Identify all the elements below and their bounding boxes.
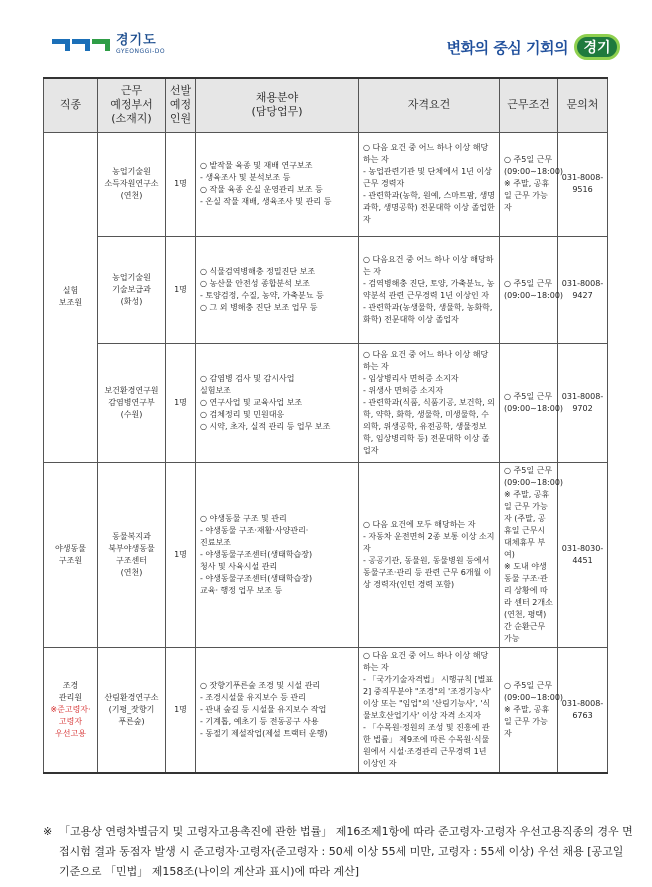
duties-cell-line: ○ 작물 육종 온실 운영관리 보조 등 bbox=[200, 185, 323, 194]
duties-cell-line: ○ 시약, 초자, 실적 관리 등 업무 보조 bbox=[200, 421, 331, 431]
quals-cell-line: ○ 다음요건 중 어느 하나 이상 해당하는 자 bbox=[363, 254, 494, 276]
duties-cell-line: ○ 농산물 안전성 종합분석 보조 bbox=[200, 278, 310, 288]
dept-cell-line: 보건환경연구원 bbox=[104, 385, 159, 395]
header-job bbox=[44, 78, 98, 132]
duties-cell-line: - 기계톱, 예초기 등 전동공구 사용 bbox=[200, 716, 319, 726]
dept-cell-line: 기술보급과 bbox=[112, 284, 151, 294]
job-cell bbox=[44, 462, 98, 647]
duties-cell-line: ○ 밭작물 육종 및 재배 연구보조 bbox=[200, 161, 313, 170]
dept-cell-line: 푸른숲) bbox=[118, 716, 145, 726]
duties-cell-line: - 토양검정, 수질, 농약, 가축분뇨 등 bbox=[200, 290, 324, 300]
contact-cell bbox=[558, 236, 608, 343]
dept-cell-line: (연천) bbox=[120, 567, 143, 577]
slogan-badge: 경기 bbox=[574, 34, 620, 60]
duties-cell-line: - 야생동물구조센터(생태학습장) bbox=[200, 573, 313, 583]
contact-cell-line: 9702 bbox=[572, 403, 593, 413]
job-cell bbox=[44, 647, 98, 773]
job-cell-line: 관리원 bbox=[58, 692, 83, 702]
job-cell-line: 조경 bbox=[62, 680, 79, 690]
table-row bbox=[44, 647, 608, 773]
logo-text: 경기도 bbox=[116, 33, 157, 48]
contact-cell-line: 031-8008- bbox=[561, 173, 604, 182]
quals-cell-line: - 관련학과(농학, 원예, 스마트팜, 생명과학, 생명공학) 전문대학 이상 졸업한 자 bbox=[363, 191, 495, 224]
table-row bbox=[44, 132, 608, 236]
quals-cell-line: - 「국가기술자격법」 시행규칙 [별표2] 중직무분야 "조경"의 '조경기능사' 이상 또는 "임업"의 '산림기능사', '식물보호산업기사' 이상 자격 소지자 bbox=[363, 674, 494, 720]
contact-cell-line: 031-8008- bbox=[561, 278, 604, 288]
conditions-cell-line: (09:00~18:00) bbox=[504, 477, 564, 487]
header-contact bbox=[558, 78, 608, 132]
count-cell: 1명 bbox=[166, 236, 196, 343]
conditions-cell-line: ※ 주말, 공휴일 근무 가능자 (주말, 공휴일 근무시 대체휴무 부여) bbox=[504, 489, 550, 559]
header-line: 자격요건 bbox=[407, 98, 451, 112]
contact-cell-line: 4451 bbox=[572, 555, 593, 565]
conditions-cell bbox=[500, 343, 564, 462]
contact-cell bbox=[558, 462, 608, 647]
header-line: (담당업무) bbox=[251, 105, 303, 119]
duties-cell bbox=[196, 132, 359, 236]
footnote-text: 「고용상 연령차별금지 및 고령자고용촉진에 관한 법률」 제16조제1항에 따라 준고령자·고령자 우선고용직종의 경우 면접시험 결과 동점자 발생 시 준고령자·고령자(준고령자 : 50세 이상 55세 미만, 고령자 : 55세 이상) 우선 채용 [공고일 기준으로 「민법」 제158조(나이의 계산과 표시)에 따라 계산] bbox=[59, 825, 633, 878]
gyeonggi-logo bbox=[52, 34, 165, 55]
dept-cell-line: 농업기술원 bbox=[112, 272, 151, 282]
duties-cell-line: 실험보조 bbox=[200, 385, 231, 395]
recruitment-table bbox=[43, 77, 608, 774]
dept-cell bbox=[98, 343, 166, 462]
conditions-cell bbox=[500, 647, 564, 773]
count-cell: 1명 bbox=[166, 462, 196, 647]
conditions-cell-line: ○ 주5일 근무 bbox=[504, 391, 553, 401]
job-note-line: ※준고령자· bbox=[50, 704, 91, 714]
duties-cell-line: - 관내 숲길 등 시설물 유지보수 작업 bbox=[200, 704, 327, 714]
quals-cell-line: - 검역병해충 진단, 토양, 가축분뇨, 농약분석 관련 근무경력 1년 이상인 자 bbox=[363, 278, 495, 300]
conditions-cell-line: (09:00~18:00) bbox=[504, 403, 564, 413]
count-cell: 1명 bbox=[166, 343, 196, 462]
quals-cell-line: - 관련학과(농생물학, 생물학, 농화학, 화학) 전문대학 이상 졸업자 bbox=[363, 302, 493, 324]
dept-cell bbox=[98, 647, 166, 773]
conditions-cell-line: (09:00~18:00) bbox=[504, 290, 564, 300]
header-conditions bbox=[500, 78, 558, 132]
table-row bbox=[44, 236, 608, 343]
duties-cell-line: - 야생동물구조센터(생태학습장) bbox=[200, 549, 313, 559]
table-header-row bbox=[44, 78, 608, 132]
contact-cell bbox=[558, 132, 608, 236]
duties-cell-line: ○ 검체정리 및 민원대응 bbox=[200, 409, 285, 419]
conditions-cell-line: ○ 주5일 근무 bbox=[504, 155, 553, 164]
duties-cell-line: ○ 식물검역병해충 정밀진단 보조 bbox=[200, 266, 316, 276]
quals-cell-line: - 공공기관, 동물원, 동물병원 등에서 동물구조·관리 등 관련 근무 6개월 이상 경력자(인턴 경력 포함) bbox=[363, 555, 492, 589]
duties-cell bbox=[196, 462, 359, 647]
table-row bbox=[44, 343, 608, 462]
quals-cell-line: ○ 다음 요건 중 어느 하나 이상 해당하는 자 bbox=[363, 143, 489, 164]
conditions-cell-line: ※ 도내 야생동물 구조·관리 상황에 따라 센터 2개소 (연천, 평택)간 순환근무 가능 bbox=[504, 561, 553, 643]
duties-cell-line: - 생육조사 및 분석보조 등 bbox=[200, 173, 291, 182]
count-cell: 1명 bbox=[166, 132, 196, 236]
quals-cell-line: - 「수목원·정원의 조성 및 진흥에 관한 법률」 제9조에 따른 수목원·식물원에서 시설·조경관리 근무경력 1년 이상인 자 bbox=[363, 722, 490, 768]
duties-cell bbox=[196, 343, 359, 462]
job-note-line: 고령자 bbox=[58, 716, 83, 726]
conditions-cell bbox=[500, 236, 564, 343]
dept-cell-line: 북부야생동물 bbox=[108, 543, 155, 553]
quals-cell-line: ○ 다음 요건 중 어느 하나 이상 해당하는 자 bbox=[363, 349, 489, 371]
quals-cell bbox=[359, 132, 500, 236]
count-cell: 1명 bbox=[166, 647, 196, 773]
contact-cell-line: 6763 bbox=[572, 710, 593, 720]
quals-cell bbox=[359, 647, 500, 773]
contact-cell-line: 031-8008- bbox=[561, 698, 604, 708]
conditions-cell-line: ※ 주말, 공휴일 근무 가능자 bbox=[504, 704, 550, 738]
duties-cell-line: ○ 야생동물 구조 및 관리 bbox=[200, 513, 287, 523]
conditions-cell-line: ○ 주5일 근무 bbox=[504, 278, 553, 288]
duties-cell-line: ○ 연구사업 및 교육사업 보조 bbox=[200, 397, 303, 407]
quals-cell-line: - 관련학과(식품, 식품기공, 보건학, 의학, 약학, 화학, 생물학, 미생물학, 수의학, 위생공학, 유전공학, 생물정보학, 임상병리학 등) 전문대학 이상 졸업자 bbox=[363, 397, 495, 455]
duties-cell-line: - 야생동물 구조·재활·사양관리· bbox=[200, 525, 309, 535]
slogan-text: 변화의 중심 기회의 bbox=[446, 38, 568, 57]
dept-cell bbox=[98, 462, 166, 647]
contact-cell-line: 031-8030- bbox=[561, 543, 604, 553]
header-line: 채용분야 bbox=[255, 91, 299, 105]
quals-cell bbox=[359, 236, 500, 343]
contact-cell-line: 9427 bbox=[572, 290, 593, 300]
quals-cell-line: ○ 다음 요건 중 어느 하나 이상 해당하는 자 bbox=[363, 650, 489, 672]
dept-cell-line: 산림환경연구소 bbox=[104, 692, 159, 702]
quals-cell-line: ○ 다음 요건에 모두 해당하는 자 bbox=[363, 519, 476, 529]
job-note-line: 우선고용 bbox=[55, 728, 86, 738]
conditions-cell-line: (09:00~18:00) bbox=[504, 692, 564, 702]
job-cell-line: 보조원 bbox=[58, 298, 83, 307]
duties-cell-line: ○ 감염병 검사 및 감시사업 bbox=[200, 373, 295, 383]
conditions-cell-line: ※ 주말, 공휴일 근무 가능자 bbox=[504, 179, 550, 212]
dept-cell-line: (화성) bbox=[120, 296, 143, 306]
header-count bbox=[166, 78, 196, 132]
duties-cell-line: 교육· 행정 업무 보조 등 bbox=[200, 585, 283, 595]
table-body bbox=[44, 132, 608, 773]
header-line: 인원 bbox=[169, 112, 192, 126]
header-line: 선발 bbox=[169, 84, 192, 98]
job-cell-line: 실험 bbox=[62, 286, 79, 295]
header-line: 예정 bbox=[169, 98, 192, 112]
footnote-mark: ※ bbox=[43, 825, 53, 838]
duties-cell-line: - 동절기 제설작업(제설 트랙터 운행) bbox=[200, 728, 328, 738]
conditions-cell-line: (09:00~18:00) bbox=[504, 167, 564, 176]
dept-cell bbox=[98, 132, 166, 236]
header-line: 문의처 bbox=[566, 98, 599, 112]
header-quals bbox=[359, 78, 500, 132]
quals-cell-line: - 자동차 운전면허 2종 보통 이상 소지자 bbox=[363, 531, 495, 553]
duties-cell-line: ○ 잣향기푸른숲 조경 및 시설 관리 bbox=[200, 680, 321, 690]
dept-cell-line: (수원) bbox=[120, 409, 143, 419]
conditions-cell-line: ○ 주5일 근무 bbox=[504, 680, 553, 690]
dept-cell-line: (연천) bbox=[120, 191, 143, 200]
duties-cell-line: - 온실 작물 재배, 생육조사 및 관리 등 bbox=[200, 197, 332, 206]
header-dept bbox=[98, 78, 166, 132]
job-cell-line: 구조원 bbox=[58, 555, 83, 565]
dept-cell-line: 소득자원연구소 bbox=[104, 179, 159, 188]
quals-cell-line: - 임상병리사 면허증 소지자 bbox=[363, 373, 459, 383]
contact-cell-line: 9516 bbox=[572, 185, 593, 194]
duties-cell-line: 진료보조 bbox=[200, 537, 231, 547]
dept-cell bbox=[98, 236, 166, 343]
dept-cell-line: 농업기술원 bbox=[112, 167, 151, 176]
duties-cell bbox=[196, 236, 359, 343]
contact-cell bbox=[558, 647, 608, 773]
table-row bbox=[44, 462, 608, 647]
header-line: 근무 bbox=[120, 84, 143, 98]
job-cell-line: 야생동물 bbox=[55, 543, 86, 553]
slogan-logo bbox=[447, 34, 620, 60]
quals-cell bbox=[359, 462, 500, 647]
duties-cell-line: 청사 및 사육시설 관리 bbox=[200, 561, 278, 571]
quals-cell-line: - 농업관련기관 및 단체에서 1년 이상 근무 경력자 bbox=[363, 167, 492, 188]
dept-cell-line: 감염병연구부 bbox=[108, 397, 155, 407]
duties-cell-line: - 조경시설물 유지보수 등 관리 bbox=[200, 692, 306, 702]
header-line: (소재지) bbox=[111, 112, 152, 126]
contact-cell-line: 031-8008- bbox=[561, 391, 604, 401]
duties-cell bbox=[196, 647, 359, 773]
header-duties bbox=[196, 78, 359, 132]
job-cell bbox=[44, 132, 98, 462]
conditions-cell-line: ○ 주5일 근무 bbox=[504, 465, 553, 475]
quals-cell-line: - 위생사 면허증 소지자 bbox=[363, 385, 444, 395]
header-line: 직종 bbox=[59, 98, 82, 112]
footnote bbox=[43, 822, 633, 882]
dept-cell-line: (기평_잣향기 bbox=[108, 704, 155, 714]
gyeonggi-logo-icon bbox=[52, 39, 110, 51]
page-header bbox=[0, 0, 652, 74]
header-line: 예정부서 bbox=[110, 98, 153, 112]
quals-cell bbox=[359, 343, 500, 462]
dept-cell-line: 동물복지과 bbox=[112, 531, 151, 541]
logo-subtext: GYEONGGI-DO bbox=[116, 48, 166, 55]
header-line: 근무조건 bbox=[507, 98, 550, 112]
conditions-cell bbox=[500, 132, 564, 236]
conditions-cell bbox=[500, 462, 564, 647]
contact-cell bbox=[558, 343, 608, 462]
dept-cell-line: 구조센터 bbox=[116, 555, 147, 565]
duties-cell-line: ○ 그 외 병해충 진단 보조 업무 등 bbox=[200, 302, 318, 312]
